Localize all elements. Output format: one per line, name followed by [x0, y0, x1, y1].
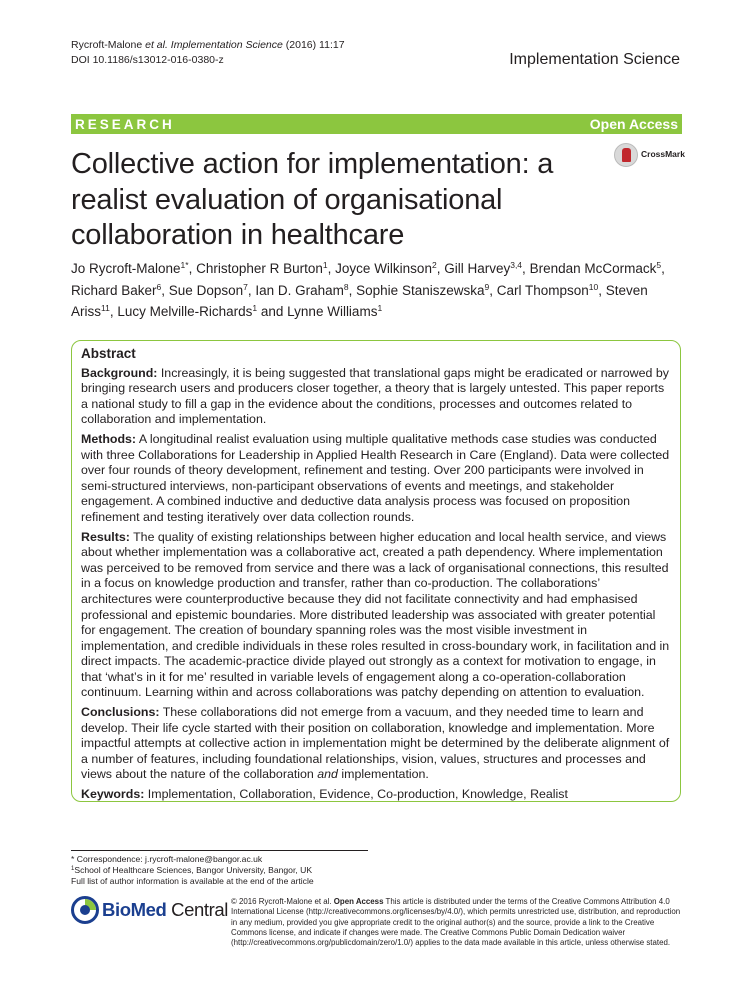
- author-separator: ,: [188, 261, 197, 276]
- author-name: Richard Baker: [71, 282, 157, 298]
- abstract-methods: [81, 432, 671, 526]
- author-name: Sophie Staniszewska: [356, 282, 485, 298]
- author-separator: ,: [327, 261, 336, 276]
- citation-line-1: [71, 38, 345, 53]
- wordmark-biomed: BioMed: [102, 899, 167, 920]
- author-list: [71, 258, 683, 323]
- open-access-label: Open Access: [589, 116, 678, 132]
- citation-header: [71, 38, 345, 67]
- biomed-central-icon: [71, 896, 99, 924]
- section-banner: [71, 114, 682, 134]
- results-label: Results:: [81, 529, 130, 544]
- author-affiliation: 7: [243, 281, 248, 292]
- author-affiliation: 1: [377, 303, 383, 313]
- author-separator: ,: [489, 282, 497, 298]
- conclusions-text: These collaborations did not emerge from a vacuum, and they needed time to learn and develop. Their life cycle started with their position on collaboration, knowledge and implementation. More impactful attempts at collective action in implementation might be determined by the deliberate alignment of a number of features, including foundational relationships, vision, values, structures and processes and views about the nature of the collaboration: [81, 705, 670, 782]
- background-label: Background:: [81, 365, 158, 380]
- license-statement: [231, 897, 683, 948]
- crossmark-label: CrossMark: [641, 149, 685, 159]
- biomed-central-logo[interactable]: [71, 895, 228, 925]
- keywords-text: Implementation, Collaboration, Evidence, Co-production, Knowledge, Realist: [144, 787, 568, 802]
- author-separator: ,: [661, 261, 665, 276]
- author-affiliation: 3,4: [510, 260, 523, 270]
- citation-journal: et al. Implementation Science: [145, 39, 283, 51]
- author-separator: ,: [598, 282, 606, 298]
- license-text: This article is distributed under the terms of the Creative Commons Attribution 4.0 International License (http://creativecommons.org/licenses/by/4.0/), which permits unrestricted use, distribution, and reproduction in any medium, provided you give appropriate credit to the original author(s) and the source, provide a link to the Creative Commons license, and indicate if changes were made. The Creative Commons Public Domain Dedication waiver (http://creativecommons.org/publicdomain/zero/1.0/) applies to the data made available in this article, unless otherwise stated.: [231, 897, 681, 948]
- author-affiliation: 10: [588, 281, 599, 292]
- author-name: Gill Harvey: [444, 261, 511, 276]
- citation-authors: Rycroft-Malone: [71, 39, 146, 51]
- doi-line[interactable]: DOI 10.1186/s13012-016-0380-z: [71, 53, 224, 66]
- author-separator: ,: [348, 282, 357, 298]
- abstract-keywords: [81, 787, 671, 803]
- author-separator: ,: [109, 304, 118, 319]
- author-name: Jo Rycroft-Malone: [71, 261, 181, 276]
- author-name: Lucy Melville-Richards: [117, 304, 253, 319]
- section-label: RESEARCH: [75, 116, 175, 132]
- wordmark-central: Central: [166, 899, 228, 920]
- license-open-access: Open Access: [333, 897, 384, 906]
- author-separator: ,: [436, 261, 445, 276]
- crossmark-icon: [614, 143, 638, 167]
- author-affiliation: 9: [484, 281, 490, 292]
- background-text: Increasingly, it is being suggested that translational gaps might be eradicated or narrowed by bringing research users and producers closer together, a theory that is largely untested. This paper reports a national study to fill a gap in the evidence about the conditions, processes and outcomes related to collaboration and implementation.: [81, 365, 669, 427]
- conclusions-label: Conclusions:: [81, 705, 160, 720]
- author-affiliation: 11: [101, 303, 110, 313]
- conclusions-italic: and: [317, 767, 338, 782]
- crossmark-badge[interactable]: [614, 143, 694, 169]
- footnote-divider: [71, 850, 368, 851]
- affiliation-line: [71, 865, 314, 876]
- author-separator: ,: [161, 282, 169, 298]
- methods-label: Methods:: [81, 431, 137, 446]
- author-affiliation: 8: [343, 281, 349, 292]
- affiliation-number: 1: [71, 866, 75, 872]
- author-info-note: Full list of author information is available at the end of the article: [71, 876, 314, 886]
- license-copyright: © 2016 Rycroft-Malone et al.: [231, 897, 334, 906]
- biomed-central-wordmark: [102, 899, 228, 921]
- author-affiliation: 1: [322, 260, 328, 270]
- author-name: Joyce Wilkinson: [335, 261, 432, 276]
- author-name: and Lynne Williams: [260, 304, 378, 319]
- abstract-heading: Abstract: [81, 346, 136, 361]
- author-affiliation: 1: [252, 303, 258, 313]
- journal-name: Implementation Science: [509, 51, 680, 68]
- author-name: Carl Thompson: [496, 282, 589, 298]
- author-name: Steven Ariss: [71, 282, 648, 319]
- author-affiliation: 1*: [180, 260, 189, 270]
- correspondence-label: * Correspondence:: [71, 854, 146, 864]
- author-separator: ,: [247, 282, 256, 298]
- author-separator: ,: [522, 261, 530, 276]
- abstract-conclusions: [81, 705, 671, 783]
- abstract-box: [71, 340, 681, 802]
- author-name: Ian D. Graham: [255, 282, 344, 298]
- results-text: The quality of existing relationships between higher education and local health service, and views about whether implementation was a collaborative act, created a path dependency. Where implementation was perceived to be removed from service and there was a lack of organisational connections, this resulted in a focus on knowledge production and transfer, rather than co-production. The collaborations’ architectures were counterproductive because they did not facilitate connectivity and had emphasised professional and epistemic boundaries. More distributed leadership was associated with greater potential for engagement. The creation of boundary spanning roles was the most visible investment in implementation, and credible individuals in these roles resulted in cross-boundary work, in facilitation and in direct impacts. The academic-practice divide played out strongly as a context for motivation to engage, in that ‘what’s in it for me’ resulted in variable levels of engagement along a co-operation-collaboration continuum. Learning within and across collaborations was patchy depending on attention to evaluation.: [81, 529, 670, 700]
- footnotes: [71, 854, 314, 887]
- author-name: Sue Dopson: [168, 282, 244, 298]
- article-title: Collective action for implementation: a realist evaluation of organisational collaboration in healthcare: [71, 148, 554, 251]
- methods-text: A longitudinal realist evaluation using multiple qualitative methods case studies was conducted with three Collaborations for Leadership in Applied Health Research in Care (England). Data were collected over four rounds of theory development, refinement and testing. Over 200 participants were involved in semi-structured interviews, non-participant observations of events and meetings, and stakeholder engagement. A combined inductive and deductive data analysis process was focused on proposition refinement and testing iteratively over data collection rounds.: [81, 431, 670, 524]
- correspondence-line: [71, 854, 314, 865]
- citation-volume: (2016) 11:17: [282, 39, 345, 51]
- author-name: Christopher R Burton: [196, 261, 323, 276]
- abstract-results: [81, 530, 671, 702]
- author-affiliation: 2: [431, 260, 437, 270]
- author-affiliation: 6: [156, 281, 162, 292]
- author-affiliation: 5: [656, 260, 662, 270]
- abstract-background: [81, 366, 671, 428]
- keywords-label: Keywords:: [81, 787, 145, 802]
- affiliation-text: School of Healthcare Sciences, Bangor University, Bangor, UK: [74, 865, 313, 875]
- author-name: Brendan McCormack: [529, 261, 657, 276]
- conclusions-end: implementation.: [337, 767, 429, 782]
- correspondence-email[interactable]: j.rycroft-malone@bangor.ac.uk: [145, 854, 263, 864]
